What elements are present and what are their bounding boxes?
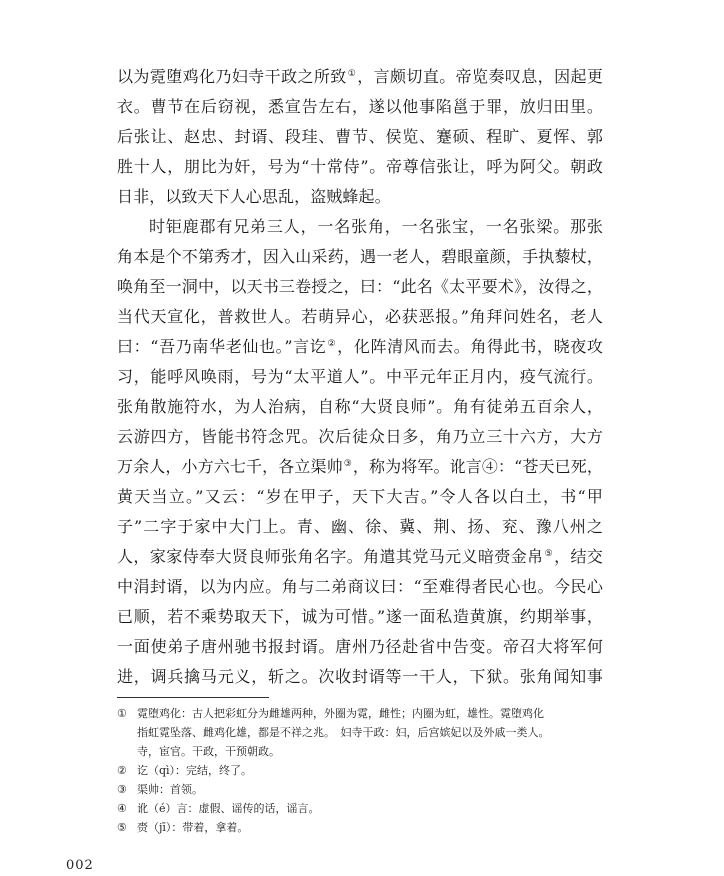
footnote-text: 渠帅：首领。 xyxy=(137,783,203,796)
footnote-text: 霓堕鸡化：古人把彩虹分为雌雄两种，外圈为霓，雌性；内圈为虹，雄性。霓堕鸡化 xyxy=(137,707,544,720)
text-line: 习，能呼风唤雨，号为“太平道人”。中平元年正月内，疫气流行。 xyxy=(117,367,603,386)
text-line: 人，家家侍奉大贤良师张角名字。角遣其党马元义暗赍金帛⑤，结交 xyxy=(117,547,603,566)
text-line: 张角散施符水，为人治病，自称“大贤良师”。角有徒弟五百余人， xyxy=(117,397,603,416)
footnote-ref[interactable]: ② xyxy=(327,339,337,349)
main-text xyxy=(117,62,603,692)
text-line: 后张让、赵忠、封谞、段珪、曹节、侯览、蹇硕、程旷、夏恽、郭 xyxy=(117,127,603,146)
footnote-text: 讫（qì）：完结，终了。 xyxy=(137,764,253,777)
footnote-item xyxy=(117,780,603,799)
footnote-number: ⑤ xyxy=(117,821,127,834)
footnote-text: 寺，宦官。干政，干预朝政。 xyxy=(137,745,280,758)
text-line: 曰：“吾乃南华老仙也。”言讫②，化阵清风而去。角得此书，晓夜攻 xyxy=(117,337,603,356)
text-line: 角本是个不第秀才，因入山采药，遇一老人，碧眼童颜，手执藜杖， xyxy=(117,247,603,266)
text-line: 时钜鹿郡有兄弟三人，一名张角，一名张宝，一名张梁。那张 xyxy=(149,217,603,236)
text-line: 黄天当立。”又云：“岁在甲子，天下大吉。”令人各以白土，书“甲 xyxy=(117,487,603,506)
text-line: 已顺，若不乘势取天下，诚为可惜。”遂一面私造黄旗，约期举事， xyxy=(117,607,603,626)
footnotes xyxy=(117,704,603,837)
footnote-divider xyxy=(117,697,269,698)
text-line: 衣。曹节在后窃视，悉宣告左右，遂以他事陷邕于罪，放归田里。 xyxy=(117,97,603,116)
footnote-item xyxy=(117,723,603,742)
text-line: 日非，以致天下人心思乱，盗贼蜂起。 xyxy=(117,187,391,206)
footnote-text: 指虹霓坠落、雌鸡化雄，都是不祥之兆。 妇寺干政：妇，后宫嫔妃以及外戚一类人。 xyxy=(137,726,550,739)
text-line: 胜十人，朋比为奸，号为“十常侍”。帝尊信张让，呼为阿父。朝政 xyxy=(117,157,603,176)
footnote-ref[interactable]: ⑤ xyxy=(544,549,554,559)
footnote-number: ③ xyxy=(117,783,127,796)
footnote-ref[interactable]: ① xyxy=(347,69,357,79)
footnote-item xyxy=(117,761,603,780)
footnote-number: ② xyxy=(117,764,127,777)
text-line: 万余人，小方六七千，各立渠帅③，称为将军。讹言④：“苍天已死， xyxy=(117,457,604,476)
footnote-item xyxy=(117,704,603,723)
text-line: 云游四方，皆能书符念咒。次后徒众日多，角乃立三十六方，大方 xyxy=(117,427,603,446)
text-line: 当代天宣化，普救世人。若萌异心，必获恶报。”角拜问姓名，老人 xyxy=(117,307,603,326)
footnote-number: ① xyxy=(117,707,127,720)
footnote-ref[interactable]: ③ xyxy=(343,459,352,469)
text-line: 进，调兵擒马元义，斩之。次收封谞等一干人，下狱。张角闻知事 xyxy=(117,667,603,686)
text-line: 唤角至一洞中，以天书三卷授之，曰：“此名《太平要术》，汝得之， xyxy=(117,277,603,296)
footnote-number: ④ xyxy=(117,802,127,815)
page-number: 002 xyxy=(66,858,94,873)
text-line: 一面使弟子唐州驰书报封谞。唐州乃径赴省中告变。帝召大将军何 xyxy=(117,637,603,656)
text-line: 中涓封谞，以为内应。角与二弟商议曰：“至难得者民心也。今民心 xyxy=(117,577,603,596)
text-line: 子”二字于家中大门上。青、幽、徐、冀、荆、扬、兖、豫八州之 xyxy=(117,517,603,536)
footnote-text: 讹（é）言：虚假、谣传的话，谣言。 xyxy=(137,802,320,815)
text-line: 以为霓堕鸡化乃妇寺干政之所致①，言颇切直。帝览奏叹息，因起更 xyxy=(117,67,603,86)
footnote-item xyxy=(117,742,603,761)
footnote-item xyxy=(117,799,603,818)
footnote-item xyxy=(117,818,603,837)
footnote-text: 赍（jī）：带着，拿着。 xyxy=(137,821,249,834)
